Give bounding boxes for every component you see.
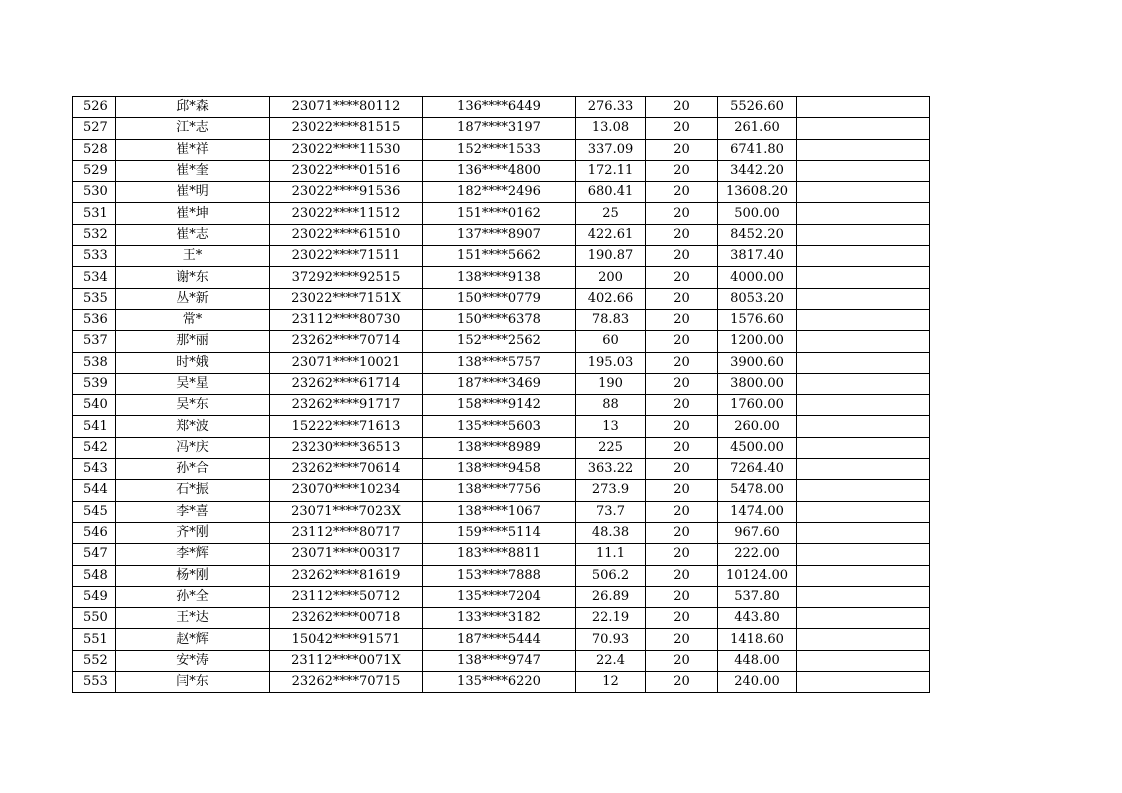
area-cell: 506.2	[576, 565, 646, 586]
area-cell: 190.87	[576, 246, 646, 267]
phone-cell: 135****5603	[423, 416, 576, 437]
rate-cell: 20	[646, 331, 718, 352]
serial-number-cell: 545	[73, 501, 116, 522]
serial-number-cell: 546	[73, 522, 116, 543]
phone-cell: 138****8989	[423, 437, 576, 458]
phone-cell: 159****5114	[423, 522, 576, 543]
id-number-cell: 23071****80112	[270, 97, 423, 118]
rate-cell: 20	[646, 160, 718, 181]
rate-cell: 20	[646, 416, 718, 437]
amount-cell: 500.00	[718, 203, 797, 224]
note-cell	[797, 650, 930, 671]
name-cell: 安*涛	[116, 650, 270, 671]
name-cell: 孙*合	[116, 459, 270, 480]
table-row	[73, 352, 930, 373]
name-cell: 冯*庆	[116, 437, 270, 458]
note-cell	[797, 288, 930, 309]
name-cell: 丛*新	[116, 288, 270, 309]
serial-number-cell: 538	[73, 352, 116, 373]
amount-cell: 1576.60	[718, 309, 797, 330]
serial-number-cell: 551	[73, 629, 116, 650]
name-cell: 崔*坤	[116, 203, 270, 224]
serial-number-cell: 548	[73, 565, 116, 586]
area-cell: 48.38	[576, 522, 646, 543]
area-cell: 195.03	[576, 352, 646, 373]
id-number-cell: 23022****91536	[270, 182, 423, 203]
phone-cell: 182****2496	[423, 182, 576, 203]
id-number-cell: 23071****7023X	[270, 501, 423, 522]
amount-cell: 222.00	[718, 544, 797, 565]
id-number-cell: 23112****80717	[270, 522, 423, 543]
phone-cell: 138****9138	[423, 267, 576, 288]
phone-cell: 136****4800	[423, 160, 576, 181]
phone-cell: 183****8811	[423, 544, 576, 565]
rate-cell: 20	[646, 629, 718, 650]
table-row	[73, 544, 930, 565]
phone-cell: 138****1067	[423, 501, 576, 522]
id-number-cell: 23262****91717	[270, 395, 423, 416]
note-cell	[797, 608, 930, 629]
name-cell: 孙*全	[116, 586, 270, 607]
amount-cell: 448.00	[718, 650, 797, 671]
amount-cell: 537.80	[718, 586, 797, 607]
amount-cell: 10124.00	[718, 565, 797, 586]
rate-cell: 20	[646, 97, 718, 118]
table-row	[73, 203, 930, 224]
name-cell: 崔*奎	[116, 160, 270, 181]
id-number-cell: 23022****01516	[270, 160, 423, 181]
area-cell: 22.4	[576, 650, 646, 671]
rate-cell: 20	[646, 501, 718, 522]
name-cell: 崔*明	[116, 182, 270, 203]
name-cell: 那*丽	[116, 331, 270, 352]
rate-cell: 20	[646, 246, 718, 267]
data-sheet	[72, 96, 930, 693]
note-cell	[797, 182, 930, 203]
amount-cell: 261.60	[718, 118, 797, 139]
table-row	[73, 267, 930, 288]
id-number-cell: 23262****70715	[270, 672, 423, 693]
serial-number-cell: 531	[73, 203, 116, 224]
id-number-cell: 23070****10234	[270, 480, 423, 501]
note-cell	[797, 544, 930, 565]
serial-number-cell: 526	[73, 97, 116, 118]
note-cell	[797, 203, 930, 224]
note-cell	[797, 246, 930, 267]
name-cell: 吴*星	[116, 373, 270, 394]
id-number-cell: 15042****91571	[270, 629, 423, 650]
id-number-cell: 23022****81515	[270, 118, 423, 139]
area-cell: 60	[576, 331, 646, 352]
amount-cell: 7264.40	[718, 459, 797, 480]
amount-cell: 8053.20	[718, 288, 797, 309]
rate-cell: 20	[646, 309, 718, 330]
rate-cell: 20	[646, 544, 718, 565]
amount-cell: 3442.20	[718, 160, 797, 181]
table-row	[73, 395, 930, 416]
roster-table	[72, 96, 930, 693]
serial-number-cell: 549	[73, 586, 116, 607]
name-cell: 杨*刚	[116, 565, 270, 586]
name-cell: 李*喜	[116, 501, 270, 522]
rate-cell: 20	[646, 459, 718, 480]
rate-cell: 20	[646, 288, 718, 309]
serial-number-cell: 541	[73, 416, 116, 437]
area-cell: 13	[576, 416, 646, 437]
note-cell	[797, 501, 930, 522]
id-number-cell: 23262****81619	[270, 565, 423, 586]
table-row	[73, 650, 930, 671]
id-number-cell: 23022****61510	[270, 224, 423, 245]
rate-cell: 20	[646, 586, 718, 607]
phone-cell: 150****0779	[423, 288, 576, 309]
phone-cell: 133****3182	[423, 608, 576, 629]
amount-cell: 13608.20	[718, 182, 797, 203]
amount-cell: 5526.60	[718, 97, 797, 118]
note-cell	[797, 586, 930, 607]
id-number-cell: 23262****00718	[270, 608, 423, 629]
serial-number-cell: 532	[73, 224, 116, 245]
serial-number-cell: 553	[73, 672, 116, 693]
note-cell	[797, 373, 930, 394]
area-cell: 422.61	[576, 224, 646, 245]
serial-number-cell: 533	[73, 246, 116, 267]
serial-number-cell: 540	[73, 395, 116, 416]
phone-cell: 151****5662	[423, 246, 576, 267]
id-number-cell: 37292****92515	[270, 267, 423, 288]
amount-cell: 1418.60	[718, 629, 797, 650]
rate-cell: 20	[646, 118, 718, 139]
note-cell	[797, 395, 930, 416]
name-cell: 李*辉	[116, 544, 270, 565]
amount-cell: 4000.00	[718, 267, 797, 288]
note-cell	[797, 118, 930, 139]
area-cell: 12	[576, 672, 646, 693]
note-cell	[797, 331, 930, 352]
note-cell	[797, 139, 930, 160]
table-row	[73, 416, 930, 437]
table-row	[73, 97, 930, 118]
note-cell	[797, 480, 930, 501]
rate-cell: 20	[646, 373, 718, 394]
table-row	[73, 246, 930, 267]
area-cell: 73.7	[576, 501, 646, 522]
area-cell: 363.22	[576, 459, 646, 480]
table-row	[73, 224, 930, 245]
area-cell: 78.83	[576, 309, 646, 330]
rate-cell: 20	[646, 480, 718, 501]
table-row	[73, 182, 930, 203]
name-cell: 王*达	[116, 608, 270, 629]
table-row	[73, 331, 930, 352]
id-number-cell: 23230****36513	[270, 437, 423, 458]
serial-number-cell: 539	[73, 373, 116, 394]
table-row	[73, 501, 930, 522]
note-cell	[797, 459, 930, 480]
name-cell: 闫*东	[116, 672, 270, 693]
amount-cell: 1200.00	[718, 331, 797, 352]
table-row	[73, 672, 930, 693]
serial-number-cell: 529	[73, 160, 116, 181]
note-cell	[797, 160, 930, 181]
phone-cell: 138****5757	[423, 352, 576, 373]
id-number-cell: 23071****10021	[270, 352, 423, 373]
area-cell: 88	[576, 395, 646, 416]
table-row	[73, 160, 930, 181]
serial-number-cell: 536	[73, 309, 116, 330]
amount-cell: 1760.00	[718, 395, 797, 416]
serial-number-cell: 530	[73, 182, 116, 203]
phone-cell: 158****9142	[423, 395, 576, 416]
table-row	[73, 288, 930, 309]
note-cell	[797, 224, 930, 245]
phone-cell: 153****7888	[423, 565, 576, 586]
serial-number-cell: 544	[73, 480, 116, 501]
name-cell: 常*	[116, 309, 270, 330]
area-cell: 680.41	[576, 182, 646, 203]
name-cell: 崔*志	[116, 224, 270, 245]
rate-cell: 20	[646, 522, 718, 543]
rate-cell: 20	[646, 672, 718, 693]
phone-cell: 152****2562	[423, 331, 576, 352]
id-number-cell: 15222****71613	[270, 416, 423, 437]
name-cell: 江*志	[116, 118, 270, 139]
amount-cell: 4500.00	[718, 437, 797, 458]
phone-cell: 135****7204	[423, 586, 576, 607]
name-cell: 王*	[116, 246, 270, 267]
serial-number-cell: 550	[73, 608, 116, 629]
note-cell	[797, 629, 930, 650]
id-number-cell: 23022****11530	[270, 139, 423, 160]
table-row	[73, 522, 930, 543]
phone-cell: 138****9458	[423, 459, 576, 480]
table-row	[73, 459, 930, 480]
amount-cell: 3800.00	[718, 373, 797, 394]
table-row	[73, 608, 930, 629]
id-number-cell: 23112****80730	[270, 309, 423, 330]
rate-cell: 20	[646, 203, 718, 224]
amount-cell: 967.60	[718, 522, 797, 543]
note-cell	[797, 522, 930, 543]
serial-number-cell: 543	[73, 459, 116, 480]
area-cell: 273.9	[576, 480, 646, 501]
name-cell: 石*振	[116, 480, 270, 501]
serial-number-cell: 527	[73, 118, 116, 139]
area-cell: 25	[576, 203, 646, 224]
amount-cell: 240.00	[718, 672, 797, 693]
note-cell	[797, 309, 930, 330]
area-cell: 200	[576, 267, 646, 288]
phone-cell: 138****7756	[423, 480, 576, 501]
phone-cell: 135****6220	[423, 672, 576, 693]
rate-cell: 20	[646, 650, 718, 671]
name-cell: 时*娥	[116, 352, 270, 373]
area-cell: 190	[576, 373, 646, 394]
name-cell: 吴*东	[116, 395, 270, 416]
name-cell: 赵*辉	[116, 629, 270, 650]
phone-cell: 187****3197	[423, 118, 576, 139]
rate-cell: 20	[646, 139, 718, 160]
amount-cell: 6741.80	[718, 139, 797, 160]
id-number-cell: 23022****71511	[270, 246, 423, 267]
area-cell: 22.19	[576, 608, 646, 629]
serial-number-cell: 547	[73, 544, 116, 565]
area-cell: 70.93	[576, 629, 646, 650]
phone-cell: 138****9747	[423, 650, 576, 671]
rate-cell: 20	[646, 395, 718, 416]
amount-cell: 1474.00	[718, 501, 797, 522]
note-cell	[797, 267, 930, 288]
area-cell: 26.89	[576, 586, 646, 607]
amount-cell: 443.80	[718, 608, 797, 629]
serial-number-cell: 552	[73, 650, 116, 671]
name-cell: 邱*森	[116, 97, 270, 118]
rate-cell: 20	[646, 608, 718, 629]
table-row	[73, 118, 930, 139]
amount-cell: 260.00	[718, 416, 797, 437]
phone-cell: 150****6378	[423, 309, 576, 330]
name-cell: 齐*刚	[116, 522, 270, 543]
table-row	[73, 586, 930, 607]
id-number-cell: 23022****11512	[270, 203, 423, 224]
name-cell: 谢*东	[116, 267, 270, 288]
phone-cell: 187****3469	[423, 373, 576, 394]
note-cell	[797, 352, 930, 373]
area-cell: 172.11	[576, 160, 646, 181]
note-cell	[797, 565, 930, 586]
amount-cell: 3900.60	[718, 352, 797, 373]
id-number-cell: 23022****7151X	[270, 288, 423, 309]
amount-cell: 5478.00	[718, 480, 797, 501]
amount-cell: 8452.20	[718, 224, 797, 245]
table-row	[73, 480, 930, 501]
note-cell	[797, 97, 930, 118]
phone-cell: 151****0162	[423, 203, 576, 224]
id-number-cell: 23262****70614	[270, 459, 423, 480]
area-cell: 337.09	[576, 139, 646, 160]
serial-number-cell: 535	[73, 288, 116, 309]
table-body	[73, 97, 930, 693]
area-cell: 11.1	[576, 544, 646, 565]
id-number-cell: 23262****61714	[270, 373, 423, 394]
table-row	[73, 629, 930, 650]
table-row	[73, 139, 930, 160]
area-cell: 276.33	[576, 97, 646, 118]
note-cell	[797, 672, 930, 693]
rate-cell: 20	[646, 224, 718, 245]
name-cell: 郑*波	[116, 416, 270, 437]
table-row	[73, 373, 930, 394]
table-row	[73, 309, 930, 330]
rate-cell: 20	[646, 352, 718, 373]
rate-cell: 20	[646, 437, 718, 458]
serial-number-cell: 534	[73, 267, 116, 288]
serial-number-cell: 528	[73, 139, 116, 160]
id-number-cell: 23112****50712	[270, 586, 423, 607]
rate-cell: 20	[646, 565, 718, 586]
phone-cell: 187****5444	[423, 629, 576, 650]
id-number-cell: 23112****0071X	[270, 650, 423, 671]
note-cell	[797, 437, 930, 458]
id-number-cell: 23071****00317	[270, 544, 423, 565]
table-row	[73, 565, 930, 586]
note-cell	[797, 416, 930, 437]
id-number-cell: 23262****70714	[270, 331, 423, 352]
rate-cell: 20	[646, 267, 718, 288]
name-cell: 崔*祥	[116, 139, 270, 160]
amount-cell: 3817.40	[718, 246, 797, 267]
area-cell: 13.08	[576, 118, 646, 139]
serial-number-cell: 537	[73, 331, 116, 352]
phone-cell: 137****8907	[423, 224, 576, 245]
phone-cell: 152****1533	[423, 139, 576, 160]
phone-cell: 136****6449	[423, 97, 576, 118]
area-cell: 225	[576, 437, 646, 458]
area-cell: 402.66	[576, 288, 646, 309]
rate-cell: 20	[646, 182, 718, 203]
table-row	[73, 437, 930, 458]
serial-number-cell: 542	[73, 437, 116, 458]
